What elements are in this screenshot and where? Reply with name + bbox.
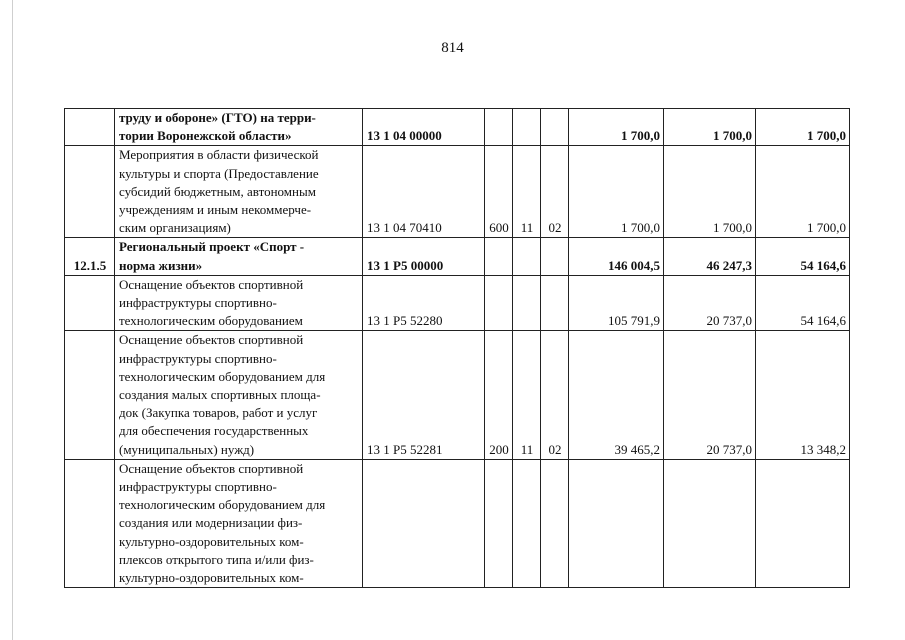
row-number — [65, 146, 115, 238]
amount-year-1: 105 791,9 — [569, 275, 664, 331]
expense-type-code — [485, 275, 513, 331]
scan-edge-line — [12, 0, 13, 640]
section-code — [513, 459, 541, 587]
amount-year-3: 1 700,0 — [756, 146, 850, 238]
budget-table — [64, 108, 850, 588]
subsection-code: 02 — [541, 146, 569, 238]
target-article-code: 13 1 P5 52281 — [363, 331, 485, 459]
target-article-code: 13 1 P5 00000 — [363, 238, 485, 275]
subsection-code: 02 — [541, 331, 569, 459]
table-row — [65, 275, 850, 331]
expense-type-code — [485, 459, 513, 587]
description-line: учреждениям и иным некоммерче- — [119, 202, 312, 218]
description-line: норма жизни» — [119, 257, 203, 273]
amount-year-3: 13 348,2 — [756, 331, 850, 459]
description-line: инфраструктуры спортивно- — [119, 350, 277, 366]
description-line: культурно-оздоровительных ком- — [119, 533, 304, 549]
amount-year-2: 20 737,0 — [664, 331, 756, 459]
amount-year-1: 1 700,0 — [569, 109, 664, 146]
amount-year-2: 20 737,0 — [664, 275, 756, 331]
amount-year-1: 39 465,2 — [569, 331, 664, 459]
row-description — [115, 146, 363, 238]
row-description — [115, 238, 363, 275]
description-line: технологическим оборудованием для — [119, 368, 326, 384]
section-code: 11 — [513, 146, 541, 238]
subsection-code — [541, 109, 569, 146]
expense-type-code: 600 — [485, 146, 513, 238]
description-line: инфраструктуры спортивно- — [119, 295, 277, 311]
description-line: создания или модернизации физ- — [119, 515, 303, 531]
description-line: док (Закупка товаров, работ и услуг — [119, 405, 318, 421]
description-line: Оснащение объектов спортивной — [119, 460, 304, 476]
description-line: Региональный проект «Спорт - — [119, 239, 305, 255]
description-line: ским организациям) — [119, 220, 231, 236]
row-number — [65, 275, 115, 331]
amount-year-1 — [569, 459, 664, 587]
expense-type-code: 200 — [485, 331, 513, 459]
description-line: Оснащение объектов спортивной — [119, 276, 304, 292]
expense-type-code — [485, 238, 513, 275]
table-row — [65, 331, 850, 459]
row-number — [65, 331, 115, 459]
subsection-code — [541, 238, 569, 275]
description-line: создания малых спортивных площа- — [119, 387, 321, 403]
description-line: труду и обороне» (ГТО) на терри- — [119, 110, 316, 125]
description-line: культуры и спорта (Предоставление — [119, 165, 319, 181]
description-line: тории Воронежской области» — [119, 128, 292, 144]
expense-type-code — [485, 109, 513, 146]
description-line: Оснащение объектов спортивной — [119, 332, 304, 348]
section-code — [513, 275, 541, 331]
description-line: плексов открытого типа и/или физ- — [119, 551, 314, 567]
row-description — [115, 275, 363, 331]
description-line: инфраструктуры спортивно- — [119, 479, 277, 495]
row-number — [65, 109, 115, 146]
section-code: 11 — [513, 331, 541, 459]
budget-table-body — [65, 109, 850, 588]
description-line: для обеспечения государственных — [119, 423, 309, 439]
amount-year-2: 1 700,0 — [664, 146, 756, 238]
amount-year-3: 1 700,0 — [756, 109, 850, 146]
description-line: технологическим оборудованием — [119, 313, 303, 329]
amount-year-3: 54 164,6 — [756, 275, 850, 331]
row-description — [115, 459, 363, 587]
target-article-code: 13 1 04 00000 — [363, 109, 485, 146]
table-row — [65, 109, 850, 146]
description-line: технологическим оборудованием для — [119, 497, 326, 513]
row-description — [115, 109, 363, 146]
subsection-code — [541, 459, 569, 587]
table-row — [65, 459, 850, 587]
target-article-code: 13 1 P5 52280 — [363, 275, 485, 331]
amount-year-3: 54 164,6 — [756, 238, 850, 275]
amount-year-2: 1 700,0 — [664, 109, 756, 146]
page-number: 814 — [441, 40, 464, 56]
table-row — [65, 238, 850, 275]
description-line: Мероприятия в области физической — [119, 147, 319, 163]
amount-year-1: 146 004,5 — [569, 238, 664, 275]
amount-year-1: 1 700,0 — [569, 146, 664, 238]
table-row — [65, 146, 850, 238]
description-line: (муниципальных) нужд) — [119, 441, 255, 457]
target-article-code — [363, 459, 485, 587]
row-description — [115, 331, 363, 459]
amount-year-3 — [756, 459, 850, 587]
amount-year-2: 46 247,3 — [664, 238, 756, 275]
section-code — [513, 109, 541, 146]
description-line: субсидий бюджетным, автономным — [119, 183, 316, 199]
row-number — [65, 459, 115, 587]
amount-year-2 — [664, 459, 756, 587]
description-line: культурно-оздоровительных ком- — [119, 570, 304, 586]
section-code — [513, 238, 541, 275]
subsection-code — [541, 275, 569, 331]
row-number: 12.1.5 — [65, 238, 115, 275]
target-article-code: 13 1 04 70410 — [363, 146, 485, 238]
